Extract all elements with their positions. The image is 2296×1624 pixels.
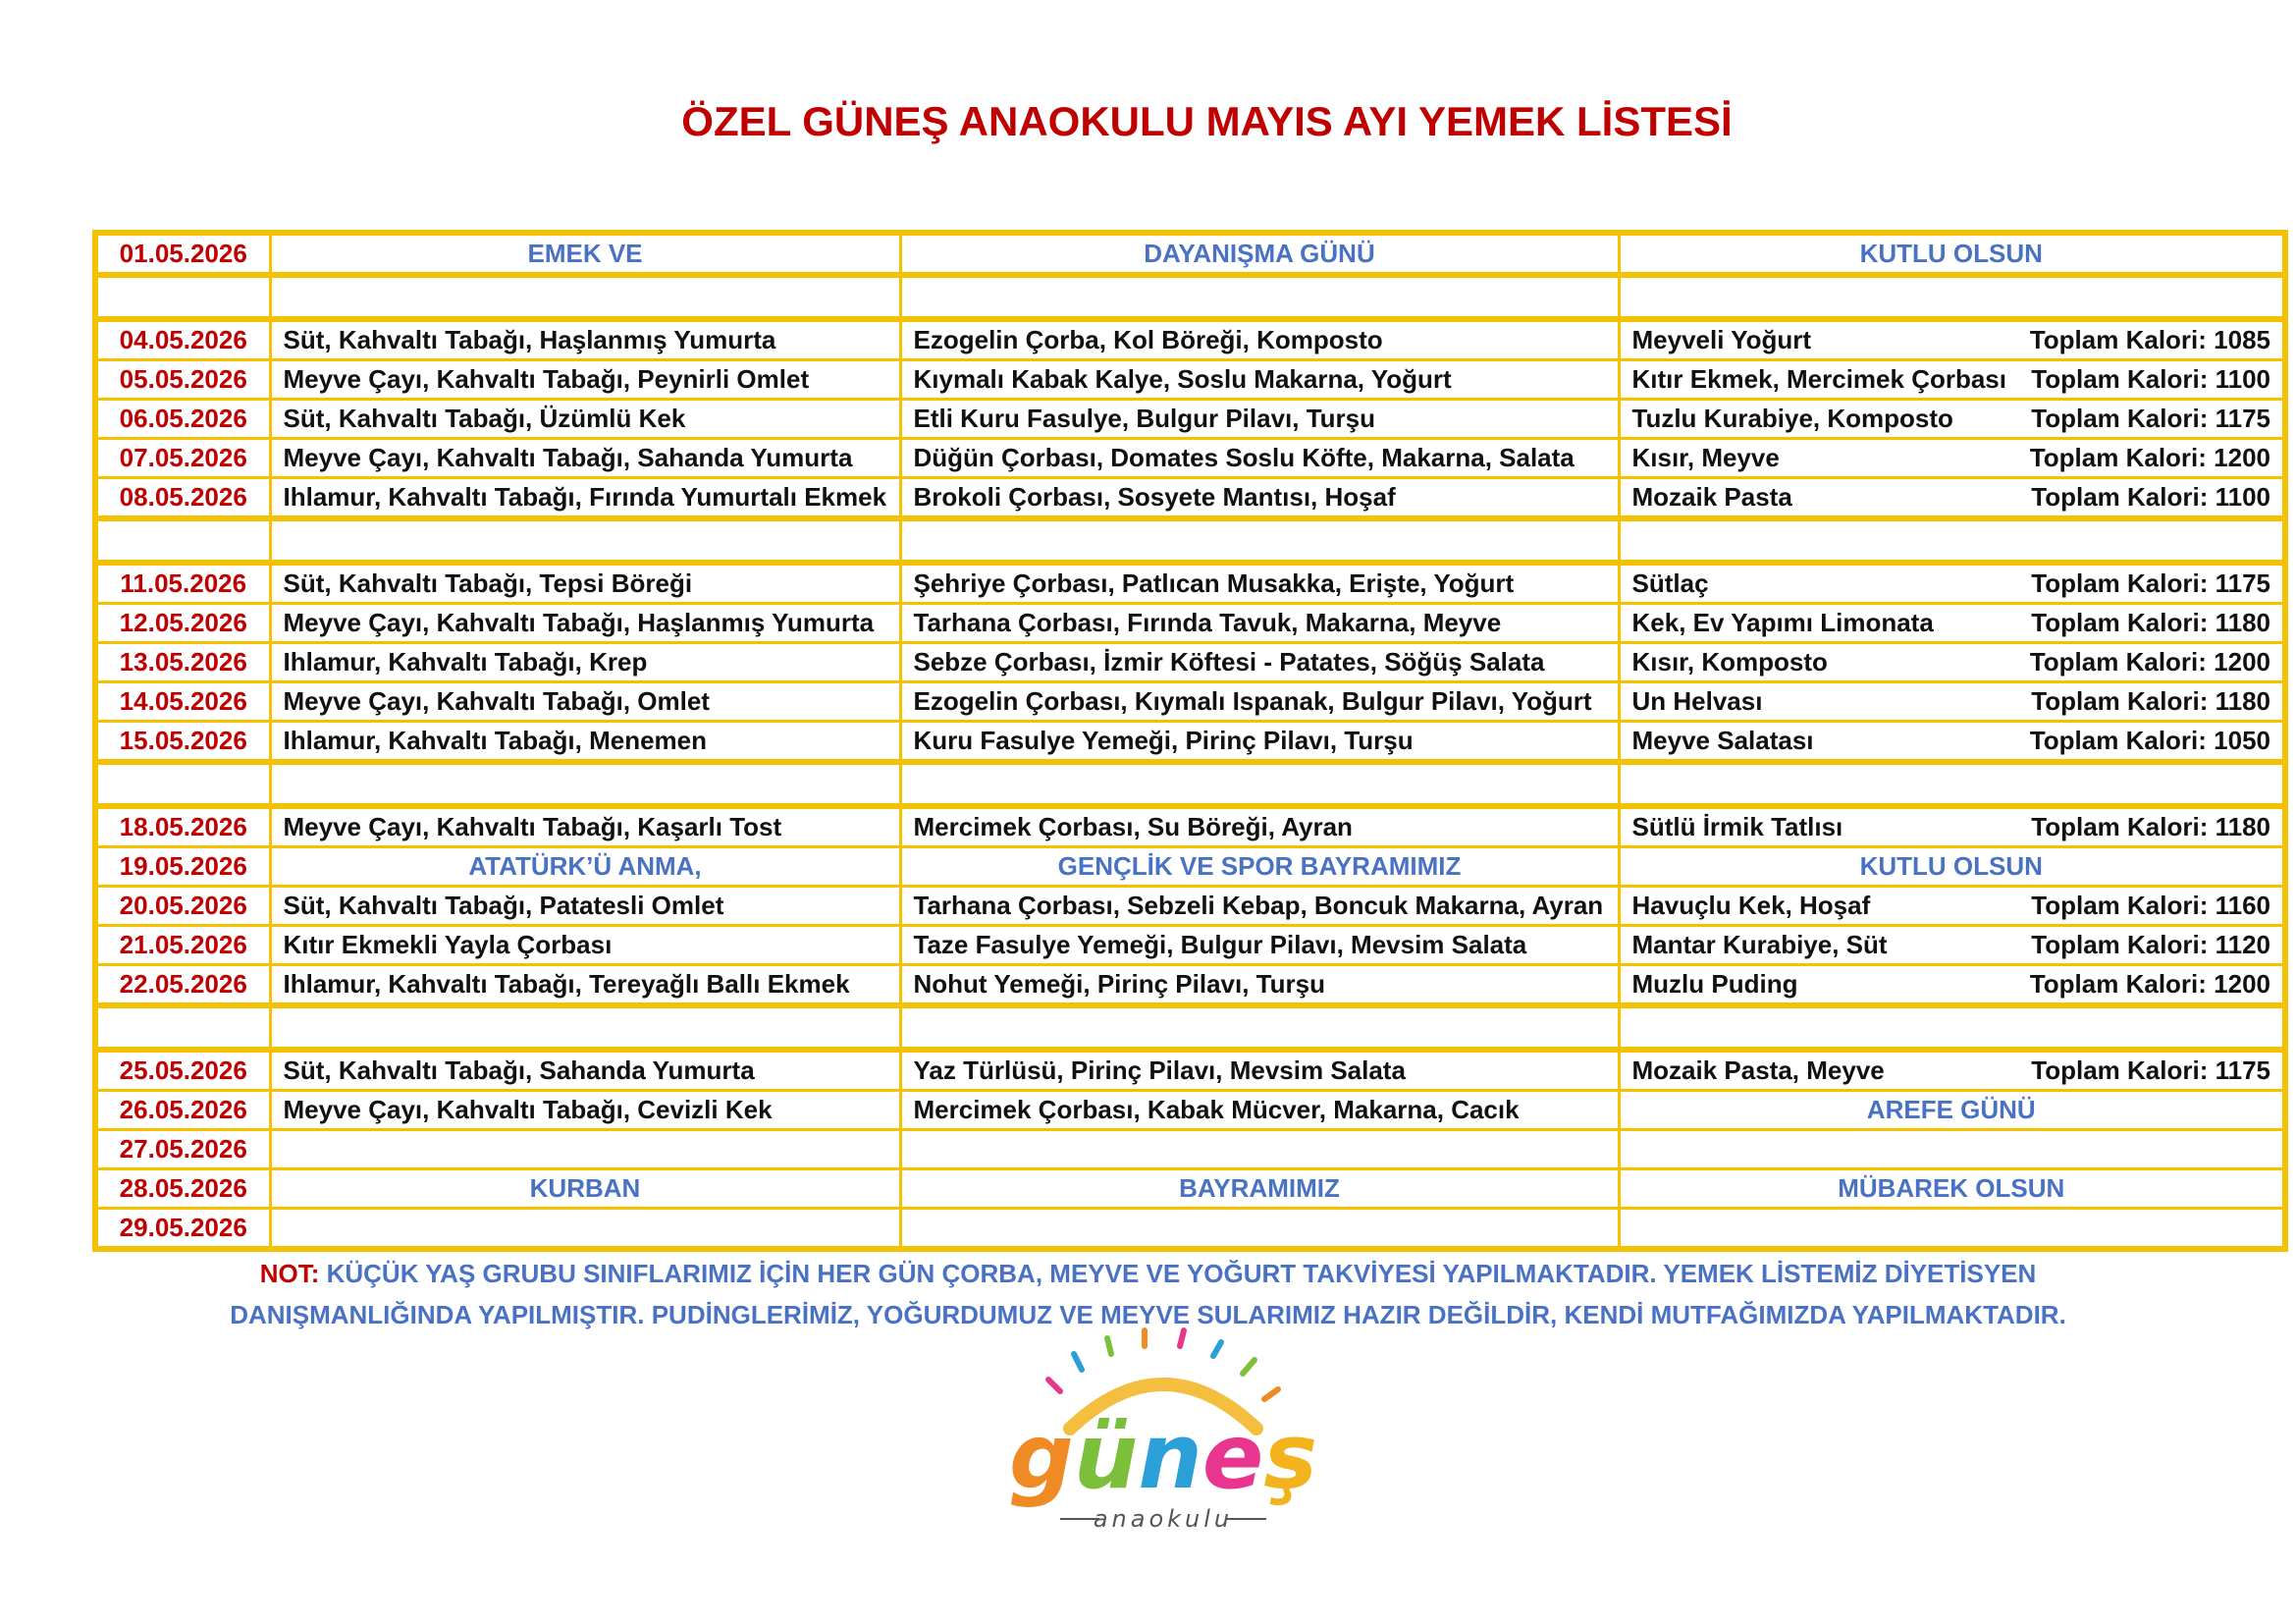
snack-text: Mozaik Pasta xyxy=(1631,482,1792,512)
snack-text: Sütlü İrmik Tatlısı xyxy=(1631,812,1843,841)
special-day-cell: KURBAN xyxy=(270,1169,900,1209)
spacer-row xyxy=(95,275,2285,319)
date-cell: 05.05.2026 xyxy=(95,360,270,400)
snack-cell xyxy=(1619,643,2285,682)
date-cell: 28.05.2026 xyxy=(95,1169,270,1209)
menu-row xyxy=(95,478,2285,519)
snack-cell xyxy=(1619,400,2285,439)
breakfast-cell: Meyve Çayı, Kahvaltı Tabağı, Haşlanmış Yumurta xyxy=(270,604,900,643)
special-day-cell xyxy=(900,1209,1619,1250)
date-cell: 25.05.2026 xyxy=(95,1050,270,1091)
empty-cell xyxy=(270,1005,900,1050)
calorie-total: Toplam Kalori: 1200 xyxy=(2029,443,2270,472)
menu-row xyxy=(95,319,2285,360)
snack-text: Sütlaç xyxy=(1631,568,1709,598)
special-day-cell xyxy=(270,1130,900,1169)
menu-row xyxy=(95,1169,2285,1209)
menu-row xyxy=(95,439,2285,478)
note-text-2: DANIŞMANLIĞINDA YAPILMIŞTIR. PUDİNGLERİMİZ, YOĞURDUMUZ VE MEYVE SULARIMIZ HAZIR DEĞİLDİR, KENDİ MUTFAĞIMIZDA YAPILMAKTADIR. xyxy=(230,1300,2066,1329)
date-cell: 29.05.2026 xyxy=(95,1209,270,1250)
calorie-total: Toplam Kalori: 1085 xyxy=(2029,325,2270,354)
snack-cell xyxy=(1619,682,2285,722)
date-cell: 21.05.2026 xyxy=(95,926,270,965)
date-cell: 12.05.2026 xyxy=(95,604,270,643)
snack-text: Un Helvası xyxy=(1631,686,1763,716)
breakfast-cell: Meyve Çayı, Kahvaltı Tabağı, Omlet xyxy=(270,682,900,722)
lunch-cell: Ezogelin Çorba, Kol Böreği, Komposto xyxy=(900,319,1619,360)
empty-cell xyxy=(270,518,900,563)
menu-row xyxy=(95,722,2285,763)
calorie-total: Toplam Kalori: 1100 xyxy=(2031,364,2270,394)
special-day-cell xyxy=(900,1130,1619,1169)
logo-subtitle: anaokulu xyxy=(1093,1505,1234,1533)
menu-table xyxy=(92,230,2288,1252)
breakfast-cell: Ihlamur, Kahvaltı Tabağı, Tereyağlı Ballı Ekmek xyxy=(270,965,900,1006)
gunes-logo xyxy=(1008,1330,1318,1551)
snack-cell xyxy=(1619,439,2285,478)
lunch-cell: Tarhana Çorbası, Fırında Tavuk, Makarna, Meyve xyxy=(900,604,1619,643)
menu-row xyxy=(95,1050,2285,1091)
special-day-cell: GENÇLİK VE SPOR BAYRAMIMIZ xyxy=(900,847,1619,887)
menu-row xyxy=(95,1130,2285,1169)
date-cell: 06.05.2026 xyxy=(95,400,270,439)
menu-row xyxy=(95,604,2285,643)
date-cell: 27.05.2026 xyxy=(95,1130,270,1169)
lunch-cell: Mercimek Çorbası, Su Böreği, Ayran xyxy=(900,806,1619,847)
date-cell: 22.05.2026 xyxy=(95,965,270,1006)
snack-cell xyxy=(1619,319,2285,360)
page-title: ÖZEL GÜNEŞ ANAOKULU MAYIS AYI YEMEK LİSTESİ xyxy=(681,98,1733,144)
snack-text: Kek, Ev Yapımı Limonata xyxy=(1631,608,1934,637)
special-day-cell: ATATÜRK’Ü ANMA, xyxy=(270,847,900,887)
snack-text: Mozaik Pasta, Meyve xyxy=(1631,1056,1885,1085)
special-day-cell: MÜBAREK OLSUN xyxy=(1619,1169,2285,1209)
snack-text: Havuçlu Kek, Hoşaf xyxy=(1631,891,1871,920)
lunch-cell: Mercimek Çorbası, Kabak Mücver, Makarna, Cacık xyxy=(900,1091,1619,1130)
date-cell: 08.05.2026 xyxy=(95,478,270,519)
snack-cell xyxy=(1619,563,2285,604)
special-day-cell: DAYANIŞMA GÜNÜ xyxy=(900,233,1619,275)
menu-row xyxy=(95,1091,2285,1130)
menu-row xyxy=(95,643,2285,682)
empty-cell xyxy=(95,518,270,563)
breakfast-cell: Süt, Kahvaltı Tabağı, Haşlanmış Yumurta xyxy=(270,319,900,360)
note-text-1: KÜÇÜK YAŞ GRUBU SINIFLARIMIZ İÇİN HER GÜN ÇORBA, MEYVE VE YOĞURT TAKVİYESİ YAPILMAKTADIR. YEMEK LİSTEMİZ DİYETİSYEN xyxy=(319,1259,2037,1288)
lunch-cell: Yaz Türlüsü, Pirinç Pilavı, Mevsim Salata xyxy=(900,1050,1619,1091)
calorie-total: Toplam Kalori: 1200 xyxy=(2029,647,2270,677)
note xyxy=(0,1253,2296,1335)
menu-row xyxy=(95,965,2285,1006)
breakfast-cell: Süt, Kahvaltı Tabağı, Sahanda Yumurta xyxy=(270,1050,900,1091)
special-day-cell: KUTLU OLSUN xyxy=(1619,233,2285,275)
date-cell: 11.05.2026 xyxy=(95,563,270,604)
date-cell: 14.05.2026 xyxy=(95,682,270,722)
lunch-cell: Düğün Çorbası, Domates Soslu Köfte, Makarna, Salata xyxy=(900,439,1619,478)
date-cell: 20.05.2026 xyxy=(95,887,270,926)
breakfast-cell: Meyve Çayı, Kahvaltı Tabağı, Cevizli Kek xyxy=(270,1091,900,1130)
spacer-row xyxy=(95,762,2285,806)
empty-cell xyxy=(95,762,270,806)
breakfast-cell: Meyve Çayı, Kahvaltı Tabağı, Kaşarlı Tost xyxy=(270,806,900,847)
snack-text: Kısır, Meyve xyxy=(1631,443,1780,472)
special-day-cell: AREFE GÜNÜ xyxy=(1619,1091,2285,1130)
special-day-cell: KUTLU OLSUN xyxy=(1619,847,2285,887)
snack-cell xyxy=(1619,965,2285,1006)
menu-row xyxy=(95,887,2285,926)
special-day-cell xyxy=(1619,1130,2285,1169)
menu-row xyxy=(95,847,2285,887)
breakfast-cell: Süt, Kahvaltı Tabağı, Patatesli Omlet xyxy=(270,887,900,926)
empty-cell xyxy=(95,1005,270,1050)
snack-text: Kıtır Ekmek, Mercimek Çorbası xyxy=(1631,364,2006,394)
lunch-cell: Kuru Fasulye Yemeği, Pirinç Pilavı, Turşu xyxy=(900,722,1619,763)
calorie-total: Toplam Kalori: 1180 xyxy=(2031,686,2270,716)
lunch-cell: Tarhana Çorbası, Sebzeli Kebap, Boncuk Makarna, Ayran xyxy=(900,887,1619,926)
calorie-total: Toplam Kalori: 1100 xyxy=(2031,482,2270,512)
empty-cell xyxy=(270,762,900,806)
menu-row xyxy=(95,926,2285,965)
snack-text: Kısır, Komposto xyxy=(1631,647,1828,677)
lunch-cell: Taze Fasulye Yemeği, Bulgur Pilavı, Mevsim Salata xyxy=(900,926,1619,965)
snack-text: Muzlu Puding xyxy=(1631,969,1798,999)
snack-cell xyxy=(1619,926,2285,965)
special-day-cell: BAYRAMIMIZ xyxy=(900,1169,1619,1209)
breakfast-cell: Süt, Kahvaltı Tabağı, Tepsi Böreği xyxy=(270,563,900,604)
snack-cell xyxy=(1619,887,2285,926)
date-cell: 26.05.2026 xyxy=(95,1091,270,1130)
snack-cell xyxy=(1619,478,2285,519)
snack-text: Meyve Salatası xyxy=(1631,726,1814,755)
empty-cell xyxy=(900,275,1619,319)
calorie-total: Toplam Kalori: 1180 xyxy=(2031,608,2270,637)
snack-cell xyxy=(1619,806,2285,847)
menu-body xyxy=(95,233,2285,1249)
breakfast-cell: Kıtır Ekmekli Yayla Çorbası xyxy=(270,926,900,965)
snack-text: Tuzlu Kurabiye, Komposto xyxy=(1631,404,1953,433)
empty-cell xyxy=(900,1005,1619,1050)
empty-cell xyxy=(1619,518,2285,563)
breakfast-cell: Ihlamur, Kahvaltı Tabağı, Fırında Yumurtalı Ekmek xyxy=(270,478,900,519)
calorie-total: Toplam Kalori: 1175 xyxy=(2031,1056,2270,1085)
menu-row xyxy=(95,233,2285,275)
breakfast-cell: Süt, Kahvaltı Tabağı, Üzümlü Kek xyxy=(270,400,900,439)
empty-cell xyxy=(270,275,900,319)
date-cell: 04.05.2026 xyxy=(95,319,270,360)
snack-cell xyxy=(1619,1050,2285,1091)
menu-row xyxy=(95,563,2285,604)
calorie-total: Toplam Kalori: 1175 xyxy=(2031,404,2270,433)
snack-text: Meyveli Yoğurt xyxy=(1631,325,1812,354)
date-cell: 01.05.2026 xyxy=(95,233,270,275)
lunch-cell: Şehriye Çorbası, Patlıcan Musakka, Erişte, Yoğurt xyxy=(900,563,1619,604)
calorie-total: Toplam Kalori: 1120 xyxy=(2031,930,2270,959)
empty-cell xyxy=(95,275,270,319)
special-day-cell: EMEK VE xyxy=(270,233,900,275)
date-cell: 15.05.2026 xyxy=(95,722,270,763)
empty-cell xyxy=(1619,1005,2285,1050)
menu-row xyxy=(95,682,2285,722)
empty-cell xyxy=(1619,762,2285,806)
menu-row xyxy=(95,806,2285,847)
empty-cell xyxy=(1619,275,2285,319)
date-cell: 13.05.2026 xyxy=(95,643,270,682)
snack-text: Mantar Kurabiye, Süt xyxy=(1631,930,1888,959)
spacer-row xyxy=(95,1005,2285,1050)
empty-cell xyxy=(900,762,1619,806)
breakfast-cell: Meyve Çayı, Kahvaltı Tabağı, Sahanda Yumurta xyxy=(270,439,900,478)
breakfast-cell: Ihlamur, Kahvaltı Tabağı, Menemen xyxy=(270,722,900,763)
lunch-cell: Brokoli Çorbası, Sosyete Mantısı, Hoşaf xyxy=(900,478,1619,519)
lunch-cell: Etli Kuru Fasulye, Bulgur Pilavı, Turşu xyxy=(900,400,1619,439)
lunch-cell: Sebze Çorbası, İzmir Köftesi - Patates, Söğüş Salata xyxy=(900,643,1619,682)
special-day-cell xyxy=(270,1209,900,1250)
note-line-1 xyxy=(0,1253,2296,1294)
date-cell: 18.05.2026 xyxy=(95,806,270,847)
empty-cell xyxy=(900,518,1619,563)
snack-cell xyxy=(1619,360,2285,400)
lunch-cell: Nohut Yemeği, Pirinç Pilavı, Turşu xyxy=(900,965,1619,1006)
calorie-total: Toplam Kalori: 1160 xyxy=(2031,891,2270,920)
lunch-cell: Kıymalı Kabak Kalye, Soslu Makarna, Yoğurt xyxy=(900,360,1619,400)
snack-cell xyxy=(1619,604,2285,643)
spacer-row xyxy=(95,518,2285,563)
menu-row xyxy=(95,1209,2285,1250)
snack-cell xyxy=(1619,722,2285,763)
lunch-cell: Ezogelin Çorbası, Kıymalı Ispanak, Bulgur Pilavı, Yoğurt xyxy=(900,682,1619,722)
calorie-total: Toplam Kalori: 1050 xyxy=(2029,726,2270,755)
calorie-total: Toplam Kalori: 1200 xyxy=(2029,969,2270,999)
menu-row xyxy=(95,400,2285,439)
logo-graphic xyxy=(1008,1330,1318,1551)
calorie-total: Toplam Kalori: 1180 xyxy=(2031,812,2270,841)
svg-text:güneş: güneş xyxy=(1008,1404,1318,1509)
note-label: NOT: xyxy=(259,1259,320,1288)
breakfast-cell: Meyve Çayı, Kahvaltı Tabağı, Peynirli Omlet xyxy=(270,360,900,400)
menu-row xyxy=(95,360,2285,400)
date-cell: 07.05.2026 xyxy=(95,439,270,478)
special-day-cell xyxy=(1619,1209,2285,1250)
breakfast-cell: Ihlamur, Kahvaltı Tabağı, Krep xyxy=(270,643,900,682)
calorie-total: Toplam Kalori: 1175 xyxy=(2031,568,2270,598)
date-cell: 19.05.2026 xyxy=(95,847,270,887)
